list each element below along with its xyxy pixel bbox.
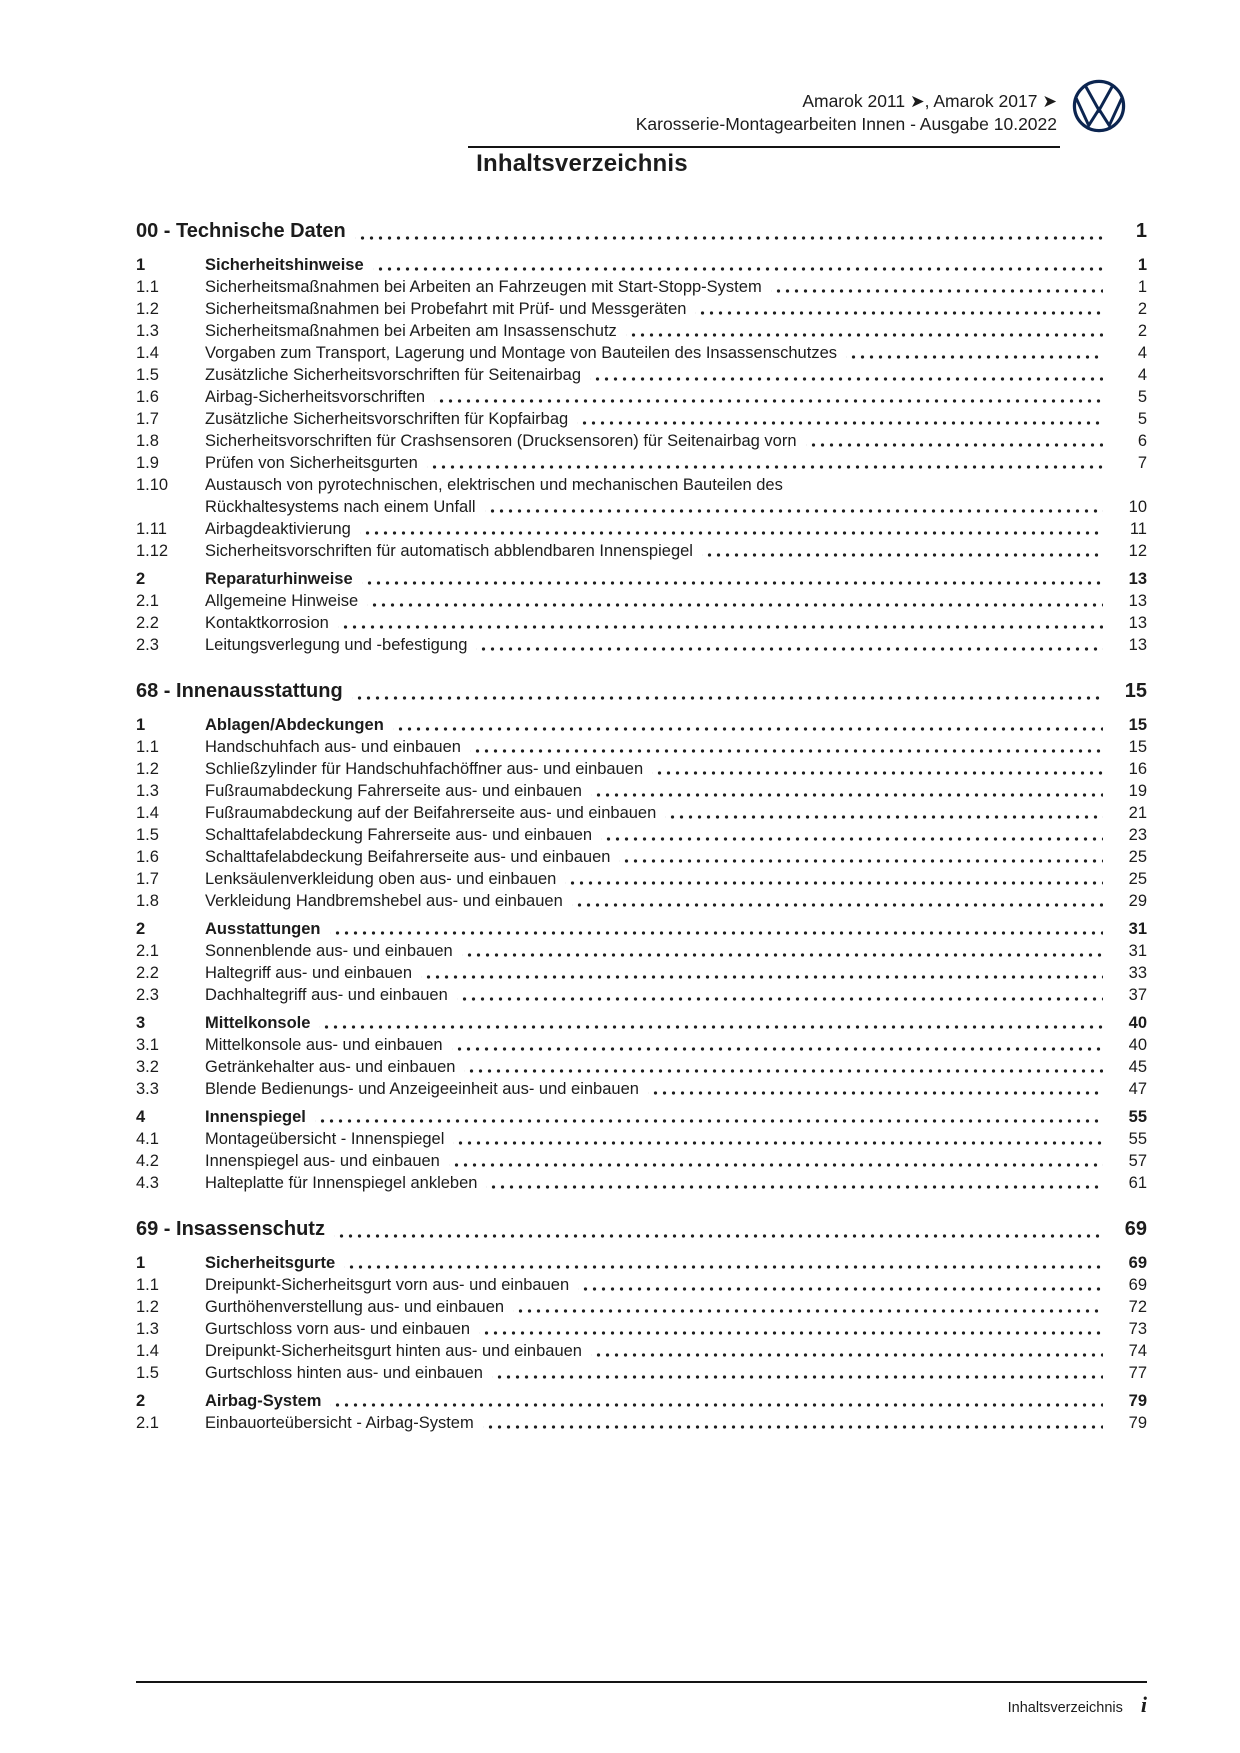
toc-item-title: Airbag-System bbox=[205, 1392, 322, 1410]
dot-leader bbox=[362, 568, 1103, 590]
toc-item-title: Mittelkonsole bbox=[205, 1014, 311, 1032]
toc-page-number: 31 bbox=[1128, 942, 1147, 960]
toc-item-number: 2.1 bbox=[136, 1414, 159, 1432]
dot-leader bbox=[492, 1362, 1103, 1384]
dot-leader bbox=[360, 518, 1103, 540]
toc-item-number: 1.5 bbox=[136, 1364, 159, 1382]
toc-page-number: 15 bbox=[1124, 680, 1147, 702]
toc-item-entry[interactable] bbox=[136, 1034, 1147, 1056]
toc-item-entry[interactable] bbox=[136, 1150, 1147, 1172]
toc-page-number: 61 bbox=[1128, 1174, 1147, 1192]
toc-item-number: 4 bbox=[136, 1108, 146, 1126]
toc-item-number: 2.1 bbox=[136, 942, 159, 960]
toc-item-entry[interactable] bbox=[136, 918, 1147, 940]
toc-item-number: 1.4 bbox=[136, 344, 159, 362]
toc-item-entry[interactable] bbox=[136, 540, 1147, 562]
toc-item-entry[interactable] bbox=[136, 452, 1147, 474]
header-document-line: Karosserie-Montagearbeiten Innen - Ausgabe 10.2022 bbox=[635, 114, 1057, 134]
toc-page-number: 55 bbox=[1128, 1108, 1147, 1126]
toc-item-title: Getränkehalter aus- und einbauen bbox=[205, 1058, 456, 1076]
toc-page-number: 33 bbox=[1128, 964, 1147, 982]
dot-leader bbox=[462, 940, 1103, 962]
page-title: Inhaltsverzeichnis bbox=[476, 150, 688, 177]
toc-page-number: 37 bbox=[1128, 986, 1147, 1004]
dot-leader bbox=[652, 758, 1103, 780]
toc-item-title: Gurtschloss vorn aus- und einbauen bbox=[205, 1320, 471, 1338]
toc-item-title: Innenspiegel aus- und einbauen bbox=[205, 1152, 440, 1170]
toc-page-number: 79 bbox=[1128, 1392, 1147, 1410]
dot-leader bbox=[434, 386, 1103, 408]
toc-item-entry[interactable] bbox=[136, 276, 1147, 298]
toc-item-title: Ausstattungen bbox=[205, 920, 321, 938]
toc-item-title: Sicherheitsmaßnahmen bei Arbeiten an Fahrzeugen mit Start-Stopp-System bbox=[205, 278, 762, 296]
toc-page-number: 73 bbox=[1128, 1320, 1147, 1338]
dot-leader bbox=[572, 890, 1103, 912]
toc-item-number: 1.8 bbox=[136, 432, 159, 450]
toc-item-number: 1.2 bbox=[136, 300, 159, 318]
dot-leader bbox=[577, 408, 1103, 430]
toc-item-title: Mittelkonsole aus- und einbauen bbox=[205, 1036, 443, 1054]
toc-item-number: 3.1 bbox=[136, 1036, 159, 1054]
toc-page-number: 31 bbox=[1128, 920, 1147, 938]
toc-item-title: Innenspiegel bbox=[205, 1108, 306, 1126]
dot-leader bbox=[591, 1340, 1103, 1362]
toc-item-title: Schalttafelabdeckung Fahrerseite aus- und einbauen bbox=[205, 826, 593, 844]
toc-item-title: Montageübersicht - Innenspiegel bbox=[205, 1130, 445, 1148]
dot-leader bbox=[485, 496, 1103, 518]
toc-item-title: Sicherheitshinweise bbox=[205, 256, 364, 274]
toc-chapter-entry[interactable] bbox=[136, 218, 1147, 245]
toc-item-number: 1 bbox=[136, 1254, 146, 1272]
dot-leader bbox=[334, 1216, 1103, 1243]
toc-page-number: 69 bbox=[1128, 1276, 1147, 1294]
toc-page-number: 69 bbox=[1128, 1254, 1147, 1272]
toc-item-number: 2.3 bbox=[136, 986, 159, 1004]
toc-item-entry[interactable] bbox=[136, 364, 1147, 386]
toc-item-title: Blende Bedienungs- und Anzeigeeinheit aus- und einbauen bbox=[205, 1080, 639, 1098]
toc-item-entry[interactable] bbox=[136, 984, 1147, 1006]
toc-item-title: Prüfen von Sicherheitsgurten bbox=[205, 454, 418, 472]
toc-item-number: 2 bbox=[136, 920, 146, 938]
toc-item-number: 1.6 bbox=[136, 848, 159, 866]
toc-chapter-title: 69 - Insassenschutz bbox=[136, 1218, 325, 1240]
dot-leader bbox=[578, 1274, 1103, 1296]
toc-item-entry[interactable] bbox=[136, 1412, 1147, 1434]
toc-page-number: 10 bbox=[1128, 498, 1147, 516]
toc-item-number: 2.2 bbox=[136, 614, 159, 632]
toc-page-number: 5 bbox=[1137, 410, 1147, 428]
toc-page-number: 2 bbox=[1137, 322, 1147, 340]
toc-page-number: 69 bbox=[1124, 1218, 1147, 1240]
toc-item-entry[interactable] bbox=[136, 430, 1147, 452]
toc-item-number: 1 bbox=[136, 716, 146, 734]
toc-item-number: 1.3 bbox=[136, 1320, 159, 1338]
toc-item-number: 1.4 bbox=[136, 804, 159, 822]
toc-item-title: Fußraumabdeckung Fahrerseite aus- und einbauen bbox=[205, 782, 582, 800]
toc-item-number: 1.8 bbox=[136, 892, 159, 910]
dot-leader bbox=[464, 1056, 1103, 1078]
toc-item-entry[interactable] bbox=[136, 890, 1147, 912]
toc-item-number: 2 bbox=[136, 570, 146, 588]
toc-page-number: 6 bbox=[1137, 432, 1147, 450]
toc-item-entry[interactable] bbox=[136, 474, 1147, 496]
dot-leader bbox=[626, 320, 1103, 342]
page-header bbox=[636, 90, 1057, 136]
toc-item-entry[interactable] bbox=[136, 736, 1147, 758]
toc-item-entry[interactable] bbox=[136, 1274, 1147, 1296]
toc-item-entry[interactable] bbox=[136, 386, 1147, 408]
footer-rule bbox=[136, 1681, 1147, 1683]
toc-page-number: 40 bbox=[1128, 1036, 1147, 1054]
dot-leader bbox=[452, 1034, 1103, 1056]
toc-item-title: Einbauorteübersicht - Airbag-System bbox=[205, 1414, 474, 1432]
toc-page-number: 13 bbox=[1128, 614, 1147, 632]
dot-leader bbox=[338, 612, 1103, 634]
dot-leader bbox=[421, 962, 1103, 984]
dot-leader bbox=[513, 1296, 1103, 1318]
toc-item-title: Dreipunkt-Sicherheitsgurt vorn aus- und einbauen bbox=[205, 1276, 570, 1294]
toc-item-number: 1.5 bbox=[136, 826, 159, 844]
dot-leader bbox=[344, 1252, 1103, 1274]
toc-item-entry[interactable] bbox=[136, 1078, 1147, 1100]
toc-item-number: 2 bbox=[136, 1392, 146, 1410]
dot-leader bbox=[702, 540, 1103, 562]
toc-item-number: 1.10 bbox=[136, 476, 169, 494]
toc-page-number: 5 bbox=[1137, 388, 1147, 406]
dot-leader bbox=[476, 634, 1103, 656]
dot-leader bbox=[665, 802, 1103, 824]
toc-item-title: Sicherheitsvorschriften für Crashsensoren (Drucksensoren) für Seitenairbag vorn bbox=[205, 432, 797, 450]
toc-item-title: Schließzylinder für Handschuhfachöffner aus- und einbauen bbox=[205, 760, 644, 778]
toc-page-number: 45 bbox=[1128, 1058, 1147, 1076]
toc-item-entry[interactable] bbox=[136, 568, 1147, 590]
toc-item-title: Gurthöhenverstellung aus- und einbauen bbox=[205, 1298, 505, 1316]
toc-page-number: 16 bbox=[1128, 760, 1147, 778]
toc-item-number: 1.2 bbox=[136, 1298, 159, 1316]
toc-item-number: 3 bbox=[136, 1014, 146, 1032]
toc-item-number: 1.9 bbox=[136, 454, 159, 472]
toc-item-number: 1.3 bbox=[136, 782, 159, 800]
toc-chapter-entry[interactable] bbox=[136, 1216, 1147, 1243]
dot-leader bbox=[846, 342, 1103, 364]
toc-item-entry[interactable] bbox=[136, 518, 1147, 540]
toc-page-number: 74 bbox=[1128, 1342, 1147, 1360]
toc-item-title: Rückhaltesystems nach einem Unfall bbox=[205, 498, 476, 516]
toc-page-number: 12 bbox=[1128, 542, 1147, 560]
toc-item-title: Dachhaltegriff aus- und einbauen bbox=[205, 986, 448, 1004]
toc-item-entry[interactable] bbox=[136, 1106, 1147, 1128]
toc-item-title: Sicherheitsvorschriften für automatisch abblendbaren Innenspiegel bbox=[205, 542, 693, 560]
toc-item-entry[interactable] bbox=[136, 408, 1147, 430]
toc-item-title: Sicherheitsmaßnahmen bei Probefahrt mit Prüf- und Messgeräten bbox=[205, 300, 687, 318]
toc-item-entry[interactable] bbox=[136, 758, 1147, 780]
dot-leader bbox=[619, 846, 1103, 868]
dot-leader bbox=[483, 1412, 1103, 1434]
toc-item-entry[interactable] bbox=[136, 1318, 1147, 1340]
toc-item-entry[interactable] bbox=[136, 940, 1147, 962]
toc-page-number: 23 bbox=[1128, 826, 1147, 844]
toc-item-number: 1.7 bbox=[136, 870, 159, 888]
toc-item-number: 1 bbox=[136, 256, 146, 274]
toc-page-number: 47 bbox=[1128, 1080, 1147, 1098]
toc-item-entry[interactable] bbox=[136, 612, 1147, 634]
toc-item-title: Vorgaben zum Transport, Lagerung und Montage von Bauteilen des Insassenschutzes bbox=[205, 344, 837, 362]
toc-item-title: Verkleidung Handbremshebel aus- und einbauen bbox=[205, 892, 563, 910]
toc-item-title: Handschuhfach aus- und einbauen bbox=[205, 738, 461, 756]
toc-item-entry[interactable] bbox=[136, 590, 1147, 612]
toc-page-number: 13 bbox=[1128, 592, 1147, 610]
toc-item-entry[interactable] bbox=[136, 846, 1147, 868]
toc-page-number: 29 bbox=[1128, 892, 1147, 910]
dot-leader bbox=[453, 1128, 1103, 1150]
dot-leader bbox=[457, 984, 1103, 1006]
toc-item-number: 3.2 bbox=[136, 1058, 159, 1076]
toc-page-number: 25 bbox=[1128, 870, 1147, 888]
toc-item-entry[interactable] bbox=[136, 1390, 1147, 1412]
toc-item-number: 1.7 bbox=[136, 410, 159, 428]
toc-item-number: 1.1 bbox=[136, 278, 159, 296]
dot-leader bbox=[393, 714, 1103, 736]
toc-item-entry[interactable] bbox=[136, 298, 1147, 320]
toc-page-number: 11 bbox=[1129, 520, 1147, 538]
toc-item-number: 4.3 bbox=[136, 1174, 159, 1192]
toc-page-number: 13 bbox=[1128, 636, 1147, 654]
toc-item-number: 1.6 bbox=[136, 388, 159, 406]
toc-page-number: 40 bbox=[1128, 1014, 1147, 1032]
toc-page-number: 4 bbox=[1137, 344, 1147, 362]
toc-item-number: 2.1 bbox=[136, 592, 159, 610]
toc-page-number: 25 bbox=[1128, 848, 1147, 866]
dot-leader bbox=[590, 364, 1103, 386]
dot-leader bbox=[367, 590, 1103, 612]
toc-item-title: Kontaktkorrosion bbox=[205, 614, 329, 632]
toc-item-title: Sonnenblende aus- und einbauen bbox=[205, 942, 453, 960]
toc-item-number: 2.2 bbox=[136, 964, 159, 982]
footer-label: Inhaltsverzeichnis bbox=[1007, 1700, 1123, 1716]
toc-item-number: 4.1 bbox=[136, 1130, 159, 1148]
dot-leader bbox=[330, 1390, 1103, 1412]
toc-item-title: Sicherheitsmaßnahmen bei Arbeiten am Insassenschutz bbox=[205, 322, 617, 340]
toc-item-number: 1.3 bbox=[136, 322, 159, 340]
toc-item-entry[interactable] bbox=[136, 1252, 1147, 1274]
toc-page-number: 77 bbox=[1128, 1364, 1147, 1382]
toc-item-number: 1.1 bbox=[136, 1276, 159, 1294]
toc-item-number: 1.2 bbox=[136, 760, 159, 778]
toc-item-entry[interactable] bbox=[136, 962, 1147, 984]
toc-page-number: 57 bbox=[1128, 1152, 1147, 1170]
toc-item-number: 1.12 bbox=[136, 542, 169, 560]
toc-page-number: 15 bbox=[1128, 738, 1147, 756]
toc-page-number: 2 bbox=[1137, 300, 1147, 318]
page-footer bbox=[1008, 1692, 1147, 1718]
dot-leader bbox=[695, 298, 1103, 320]
toc-item-title: Reparaturhinweise bbox=[205, 570, 353, 588]
toc-item-entry[interactable] bbox=[136, 802, 1147, 824]
dot-leader bbox=[806, 430, 1103, 452]
toc-item-number: 4.2 bbox=[136, 1152, 159, 1170]
toc-item-title: Allgemeine Hinweise bbox=[205, 592, 359, 610]
toc-item-entry[interactable] bbox=[136, 1296, 1147, 1318]
toc-item-entry[interactable] bbox=[136, 1012, 1147, 1034]
toc-item-title: Leitungsverlegung und -befestigung bbox=[205, 636, 468, 654]
toc-chapter-entry[interactable] bbox=[136, 678, 1147, 705]
toc-page-number: 21 bbox=[1128, 804, 1147, 822]
toc-page-number: 15 bbox=[1128, 716, 1147, 734]
toc-item-title: Lenksäulenverkleidung oben aus- und einbauen bbox=[205, 870, 557, 888]
toc-item-entry[interactable] bbox=[136, 824, 1147, 846]
toc-item-number: 1.4 bbox=[136, 1342, 159, 1360]
toc-page-number: 7 bbox=[1137, 454, 1147, 472]
toc-page-number: 79 bbox=[1128, 1414, 1147, 1432]
dot-leader bbox=[479, 1318, 1103, 1340]
toc-item-title: Schalttafelabdeckung Beifahrerseite aus- und einbauen bbox=[205, 848, 611, 866]
dot-leader bbox=[449, 1150, 1103, 1172]
toc-item-title: Airbag-Sicherheitsvorschriften bbox=[205, 388, 426, 406]
toc-item-entry[interactable] bbox=[136, 1340, 1147, 1362]
toc-item-entry[interactable] bbox=[136, 1128, 1147, 1150]
dot-leader bbox=[648, 1078, 1103, 1100]
dot-leader bbox=[601, 824, 1103, 846]
dot-leader bbox=[427, 452, 1103, 474]
toc-item-title: Sicherheitsgurte bbox=[205, 1254, 336, 1272]
toc-item-title: Dreipunkt-Sicherheitsgurt hinten aus- und einbauen bbox=[205, 1342, 582, 1360]
toc-item-entry[interactable] bbox=[136, 320, 1147, 342]
dot-leader bbox=[319, 1012, 1103, 1034]
toc-item-title: Gurtschloss hinten aus- und einbauen bbox=[205, 1364, 483, 1382]
toc-item-entry[interactable] bbox=[136, 780, 1147, 802]
header-rule bbox=[468, 146, 1060, 148]
toc-item-entry[interactable] bbox=[136, 1362, 1147, 1384]
toc-page-number: 13 bbox=[1128, 570, 1147, 588]
dot-leader bbox=[486, 1172, 1103, 1194]
toc-item-entry[interactable] bbox=[136, 254, 1147, 276]
toc-item-entry[interactable] bbox=[136, 634, 1147, 656]
toc-item-number: 3.3 bbox=[136, 1080, 159, 1098]
header-model-line: Amarok 2011 ➤, Amarok 2017 ➤ bbox=[802, 91, 1057, 111]
dot-leader bbox=[771, 276, 1103, 298]
toc-page-number: 72 bbox=[1128, 1298, 1147, 1316]
toc-item-entry[interactable] bbox=[136, 714, 1147, 736]
toc-item-entry[interactable] bbox=[136, 1172, 1147, 1194]
toc-page-number: 55 bbox=[1128, 1130, 1147, 1148]
table-of-contents bbox=[136, 218, 1147, 1434]
toc-page-number: 1 bbox=[1135, 220, 1147, 242]
toc-chapter-title: 68 - Innenausstattung bbox=[136, 680, 343, 702]
toc-page-number: 19 bbox=[1128, 782, 1147, 800]
toc-item-number: 1.5 bbox=[136, 366, 159, 384]
dot-leader bbox=[565, 868, 1103, 890]
toc-item-number: 1.11 bbox=[136, 520, 167, 538]
dot-leader bbox=[355, 218, 1103, 245]
dot-leader bbox=[330, 918, 1104, 940]
dot-leader bbox=[470, 736, 1103, 758]
toc-page-number: 1 bbox=[1137, 256, 1147, 274]
toc-page-number: 1 bbox=[1137, 278, 1147, 296]
dot-leader bbox=[373, 254, 1103, 276]
toc-item-title: Airbagdeaktivierung bbox=[205, 520, 351, 538]
toc-page-number: 4 bbox=[1137, 366, 1147, 384]
footer-page-number: i bbox=[1140, 1692, 1147, 1717]
toc-chapter-title: 00 - Technische Daten bbox=[136, 220, 346, 242]
toc-item-title: Haltegriff aus- und einbauen bbox=[205, 964, 413, 982]
toc-item-title: Austausch von pyrotechnischen, elektrischen und mechanischen Bauteilen des bbox=[205, 476, 783, 494]
dot-leader bbox=[352, 678, 1103, 705]
toc-item-entry[interactable] bbox=[136, 496, 1147, 518]
toc-item-number: 1.1 bbox=[136, 738, 159, 756]
toc-item-title: Ablagen/Abdeckungen bbox=[205, 716, 384, 734]
toc-item-entry[interactable] bbox=[136, 1056, 1147, 1078]
toc-item-title: Zusätzliche Sicherheitsvorschriften für Seitenairbag bbox=[205, 366, 582, 384]
toc-item-entry[interactable] bbox=[136, 868, 1147, 890]
toc-item-number: 2.3 bbox=[136, 636, 159, 654]
toc-item-title: Zusätzliche Sicherheitsvorschriften für Kopfairbag bbox=[205, 410, 569, 428]
dot-leader bbox=[315, 1106, 1103, 1128]
toc-item-entry[interactable] bbox=[136, 342, 1147, 364]
dot-leader bbox=[591, 780, 1103, 802]
toc-item-title: Fußraumabdeckung auf der Beifahrerseite aus- und einbauen bbox=[205, 804, 657, 822]
toc-item-title: Halteplatte für Innenspiegel ankleben bbox=[205, 1174, 478, 1192]
vw-logo-icon bbox=[1072, 79, 1126, 133]
